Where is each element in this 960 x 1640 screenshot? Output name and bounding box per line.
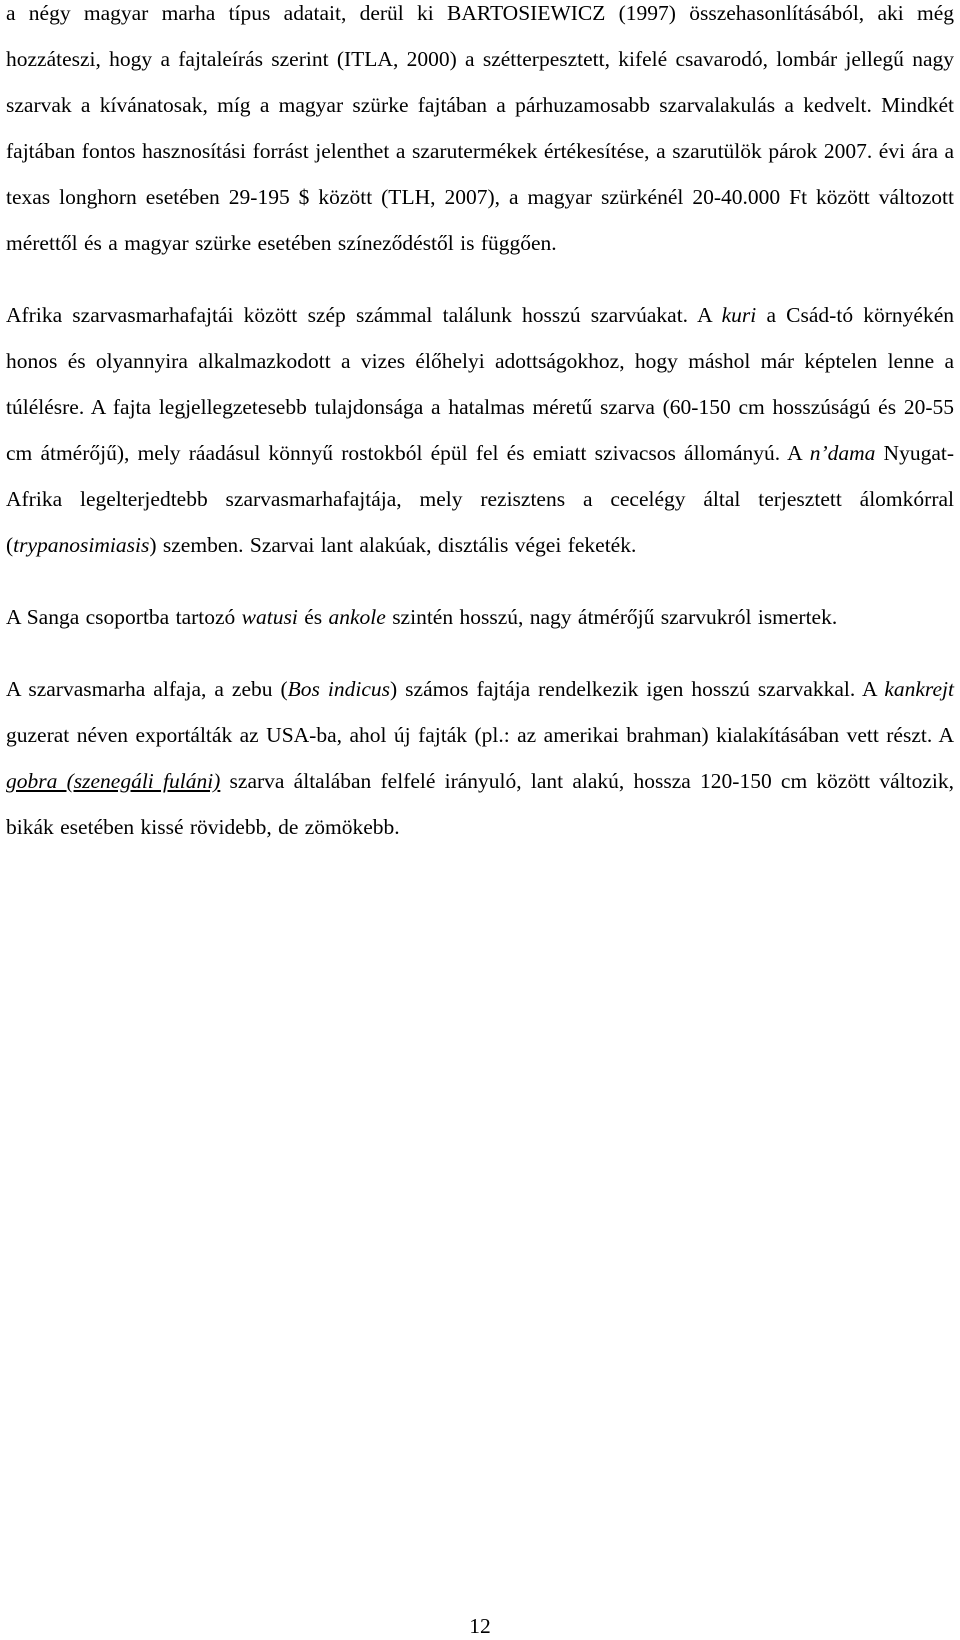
paragraph-3 bbox=[6, 594, 954, 640]
text-segment: a Csád-tó környékén honos és olyannyira alkalmazkodott a vizes élőhelyi adottságokhoz, hogy máshol már képtelen lenne a túlélésre. A fajta legjellegzetesebb tulajdonsága a hatalmas méretű szarva (60-150 cm hosszúságú és 20-55 cm átmérőjű), mely ráadásul könnyű rostokból épül fel és emiatt szivacsos állományú. A bbox=[6, 303, 955, 465]
paragraph-4 bbox=[6, 666, 954, 850]
text-segment: gobra (szenegáli fuláni) bbox=[6, 769, 221, 793]
text-segment: Bos indicus bbox=[287, 677, 391, 701]
text-segment: kankrejt bbox=[884, 677, 954, 701]
text-segment: watusi bbox=[241, 605, 298, 629]
text-segment: szarva általában felfelé irányuló, lant alakú, hossza 120-150 cm között változik, bikák esetében kissé rövidebb, de zömökebb. bbox=[6, 769, 955, 839]
text-segment: A szarvasmarha alfaja, a zebu ( bbox=[6, 677, 288, 701]
paragraph-2 bbox=[6, 292, 954, 568]
text-segment: ankole bbox=[328, 605, 386, 629]
text-segment: és bbox=[297, 605, 329, 629]
text-segment: trypanosimiasis bbox=[13, 533, 150, 557]
text-segment: Nyugat-Afrika legelterjedtebb szarvasmarhafajtája, mely rezisztens a cecelégy által terjesztett álomkórral ( bbox=[6, 441, 955, 557]
page-number: 12 bbox=[469, 1614, 491, 1638]
text-segment: guzerat néven exportálták az USA-ba, ahol új fajták (pl.: az amerikai brahman) kialakításában vett részt. A bbox=[6, 723, 954, 747]
text-segment: A Sanga csoportba tartozó bbox=[6, 605, 242, 629]
text-segment: szintén hosszú, nagy átmérőjű szarvukról ismertek. bbox=[385, 605, 838, 629]
text-segment: ) szemben. Szarvai lant alakúak, disztális végei feketék. bbox=[149, 533, 637, 557]
text-segment: n’dama bbox=[809, 441, 876, 465]
text-segment: Afrika szarvasmarhafajtái között szép számmal találunk hosszú szarvúakat. A bbox=[6, 303, 722, 327]
text-segment: ) számos fajtája rendelkezik igen hosszú szarvakkal. A bbox=[390, 677, 885, 701]
text-segment: a négy magyar marha típus adatait, derül ki BARTOSIEWICZ (1997) összehasonlításából, aki még hozzáteszi, hogy a fajtaleírás szerint (ITLA, 2000) a szétterpesztett, kifelé csavarodó, lombár jellegű nagy szarvak a kívánatosak, míg a magyar szürke fajtában a párhuzamosabb szarvalakulás a kedvelt. Mindkét fajtában fontos hasznosítási forrást jelenthet a szarutermékek értékesítése, a szarutülök párok 2007. évi ára a texas longhorn esetében 29-195 $ között (TLH, 2007), a magyar szürkénél 20-40.000 Ft között változott mérettől és a magyar szürke esetében színeződéstől is függően. bbox=[6, 1, 954, 255]
paragraph-1 bbox=[6, 0, 954, 266]
text-segment: kuri bbox=[721, 303, 757, 327]
